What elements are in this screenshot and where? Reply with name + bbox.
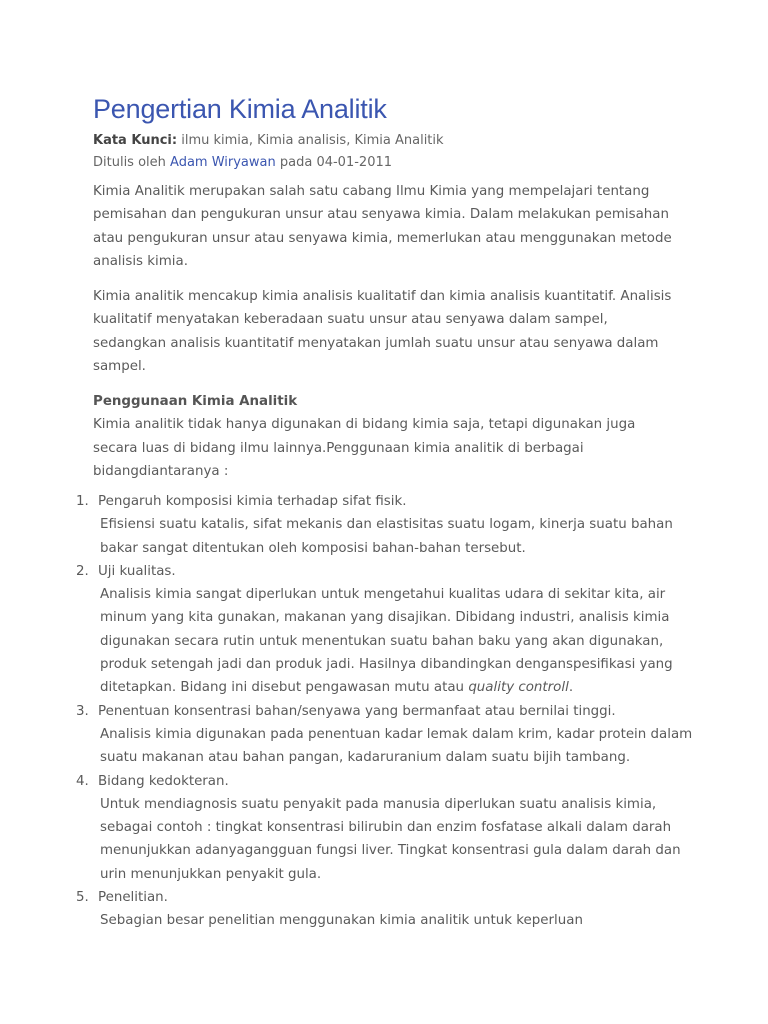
list-number: 2. xyxy=(76,563,89,579)
list-item xyxy=(0,490,700,560)
list-item xyxy=(0,560,700,700)
list-item-title: Pengaruh komposisi kimia terhadap sifat fisik. xyxy=(98,494,407,509)
list-item-title: Uji kualitas. xyxy=(98,563,176,579)
keyword-link[interactable]: Kimia analisis xyxy=(257,133,347,148)
list-item-title: Penelitian. xyxy=(98,890,168,906)
list-number: 4. xyxy=(76,773,89,789)
list-number: 5. xyxy=(76,890,89,906)
page-title: Pengertian Kimia Analitik xyxy=(93,94,387,124)
description-text: Analisis kimia sangat diperlukan untuk mengetahui kualitas udara di sekitar kita, air minum yang kita gunakan, makanan yang disajikan. Dibidang industri, analisis kimia digunakan secara rutin untuk menentukan suatu bahan baku yang akan digunakan, produk setengah jadi dan produk jadi. Hasilnya dibandingkan denganspesifikasi yang ditetapkan. Bidang ini disebut pengawasan mutu atau xyxy=(100,587,673,696)
list-item xyxy=(0,700,700,770)
list-item-title: Penentuan konsentrasi bahan/senyawa yang bermanfaat atau bernilai tinggi. xyxy=(98,703,616,719)
article xyxy=(93,92,683,483)
list-item-description: Efisiensi suatu katalis, sifat mekanis dan elastisitas suatu logam, kinerja suatu bahan bakar sangat ditentukan oleh komposisi bahan-bahan tersebut. xyxy=(100,517,673,556)
byline xyxy=(93,152,683,174)
keyword-link[interactable]: Kimia Analitik xyxy=(354,133,444,148)
list-item-description: Untuk mendiagnosis suatu penyakit pada manusia diperlukan suatu analisis kimia, sebagai contoh : tingkat konsentrasi bilirubin dan enzim fosfatase alkali dalam darah menunjukkan adanyagangguan fungsi liver. Tingkat konsentrasi gula dalam darah dan urin menunjukkan penyakit gula. xyxy=(100,796,681,882)
paragraph: Kimia Analitik merupakan salah satu cabang Ilmu Kimia yang mempelajari tentang pemisahan dan pengukuran unsur atau senyawa kimia. Dalam melakukan pemisahan atau pengukuran unsur atau senyawa kimia, memerlukan atau menggunakan metode analisis kimia. xyxy=(93,184,672,269)
list-number: 1. xyxy=(76,494,89,509)
paragraph: Kimia analitik mencakup kimia analisis kualitatif dan kimia analisis kuantitatif. Analisis kualitatif menyatakan keberadaan suatu unsur atau senyawa dalam sampel, sedangkan analisis kuantitatif menyatakan jumlah suatu unsur atau senyawa dalam sampel. xyxy=(93,289,672,375)
list-item xyxy=(0,770,700,886)
publish-date: 04-01-2011 xyxy=(316,155,393,170)
usage-list xyxy=(0,490,700,933)
list-item xyxy=(0,886,700,933)
keywords-label: Kata Kunci: xyxy=(93,133,178,148)
article-meta xyxy=(93,130,683,174)
list-item-title: Bidang kedokteran. xyxy=(98,773,229,789)
author-link[interactable]: Adam Wiryawan xyxy=(170,155,276,170)
section-intro: Kimia analitik tidak hanya digunakan di bidang kimia saja, tetapi digunakan juga secara luas di bidang ilmu lainnya.Penggunaan kimia analitik di berbagai bidangdiantaranya : xyxy=(93,417,636,479)
list-item-description: Analisis kimia digunakan pada penentuan kadar lemak dalam krim, kadar protein dalam suatu makanan atau bahan pangan, kadaruranium dalam suatu bijih tambang. xyxy=(100,726,693,766)
keywords-line: Kata Kunci: ilmu kimia, Kimia analisis, Kimia Analitik xyxy=(93,133,444,148)
list-item-description xyxy=(98,583,700,699)
date-prefix: pada xyxy=(279,155,313,170)
list-number: 3. xyxy=(76,703,89,719)
section-heading: Penggunaan Kimia Analitik xyxy=(93,394,298,410)
description-end: . xyxy=(568,680,574,696)
emphasis-text: quality controll xyxy=(468,680,569,696)
byline-prefix: Ditulis oleh xyxy=(93,155,166,170)
list-item-description: Sebagian besar penelitian menggunakan kimia analitik untuk keperluan xyxy=(100,913,583,929)
keyword-link[interactable]: ilmu kimia xyxy=(181,133,249,148)
